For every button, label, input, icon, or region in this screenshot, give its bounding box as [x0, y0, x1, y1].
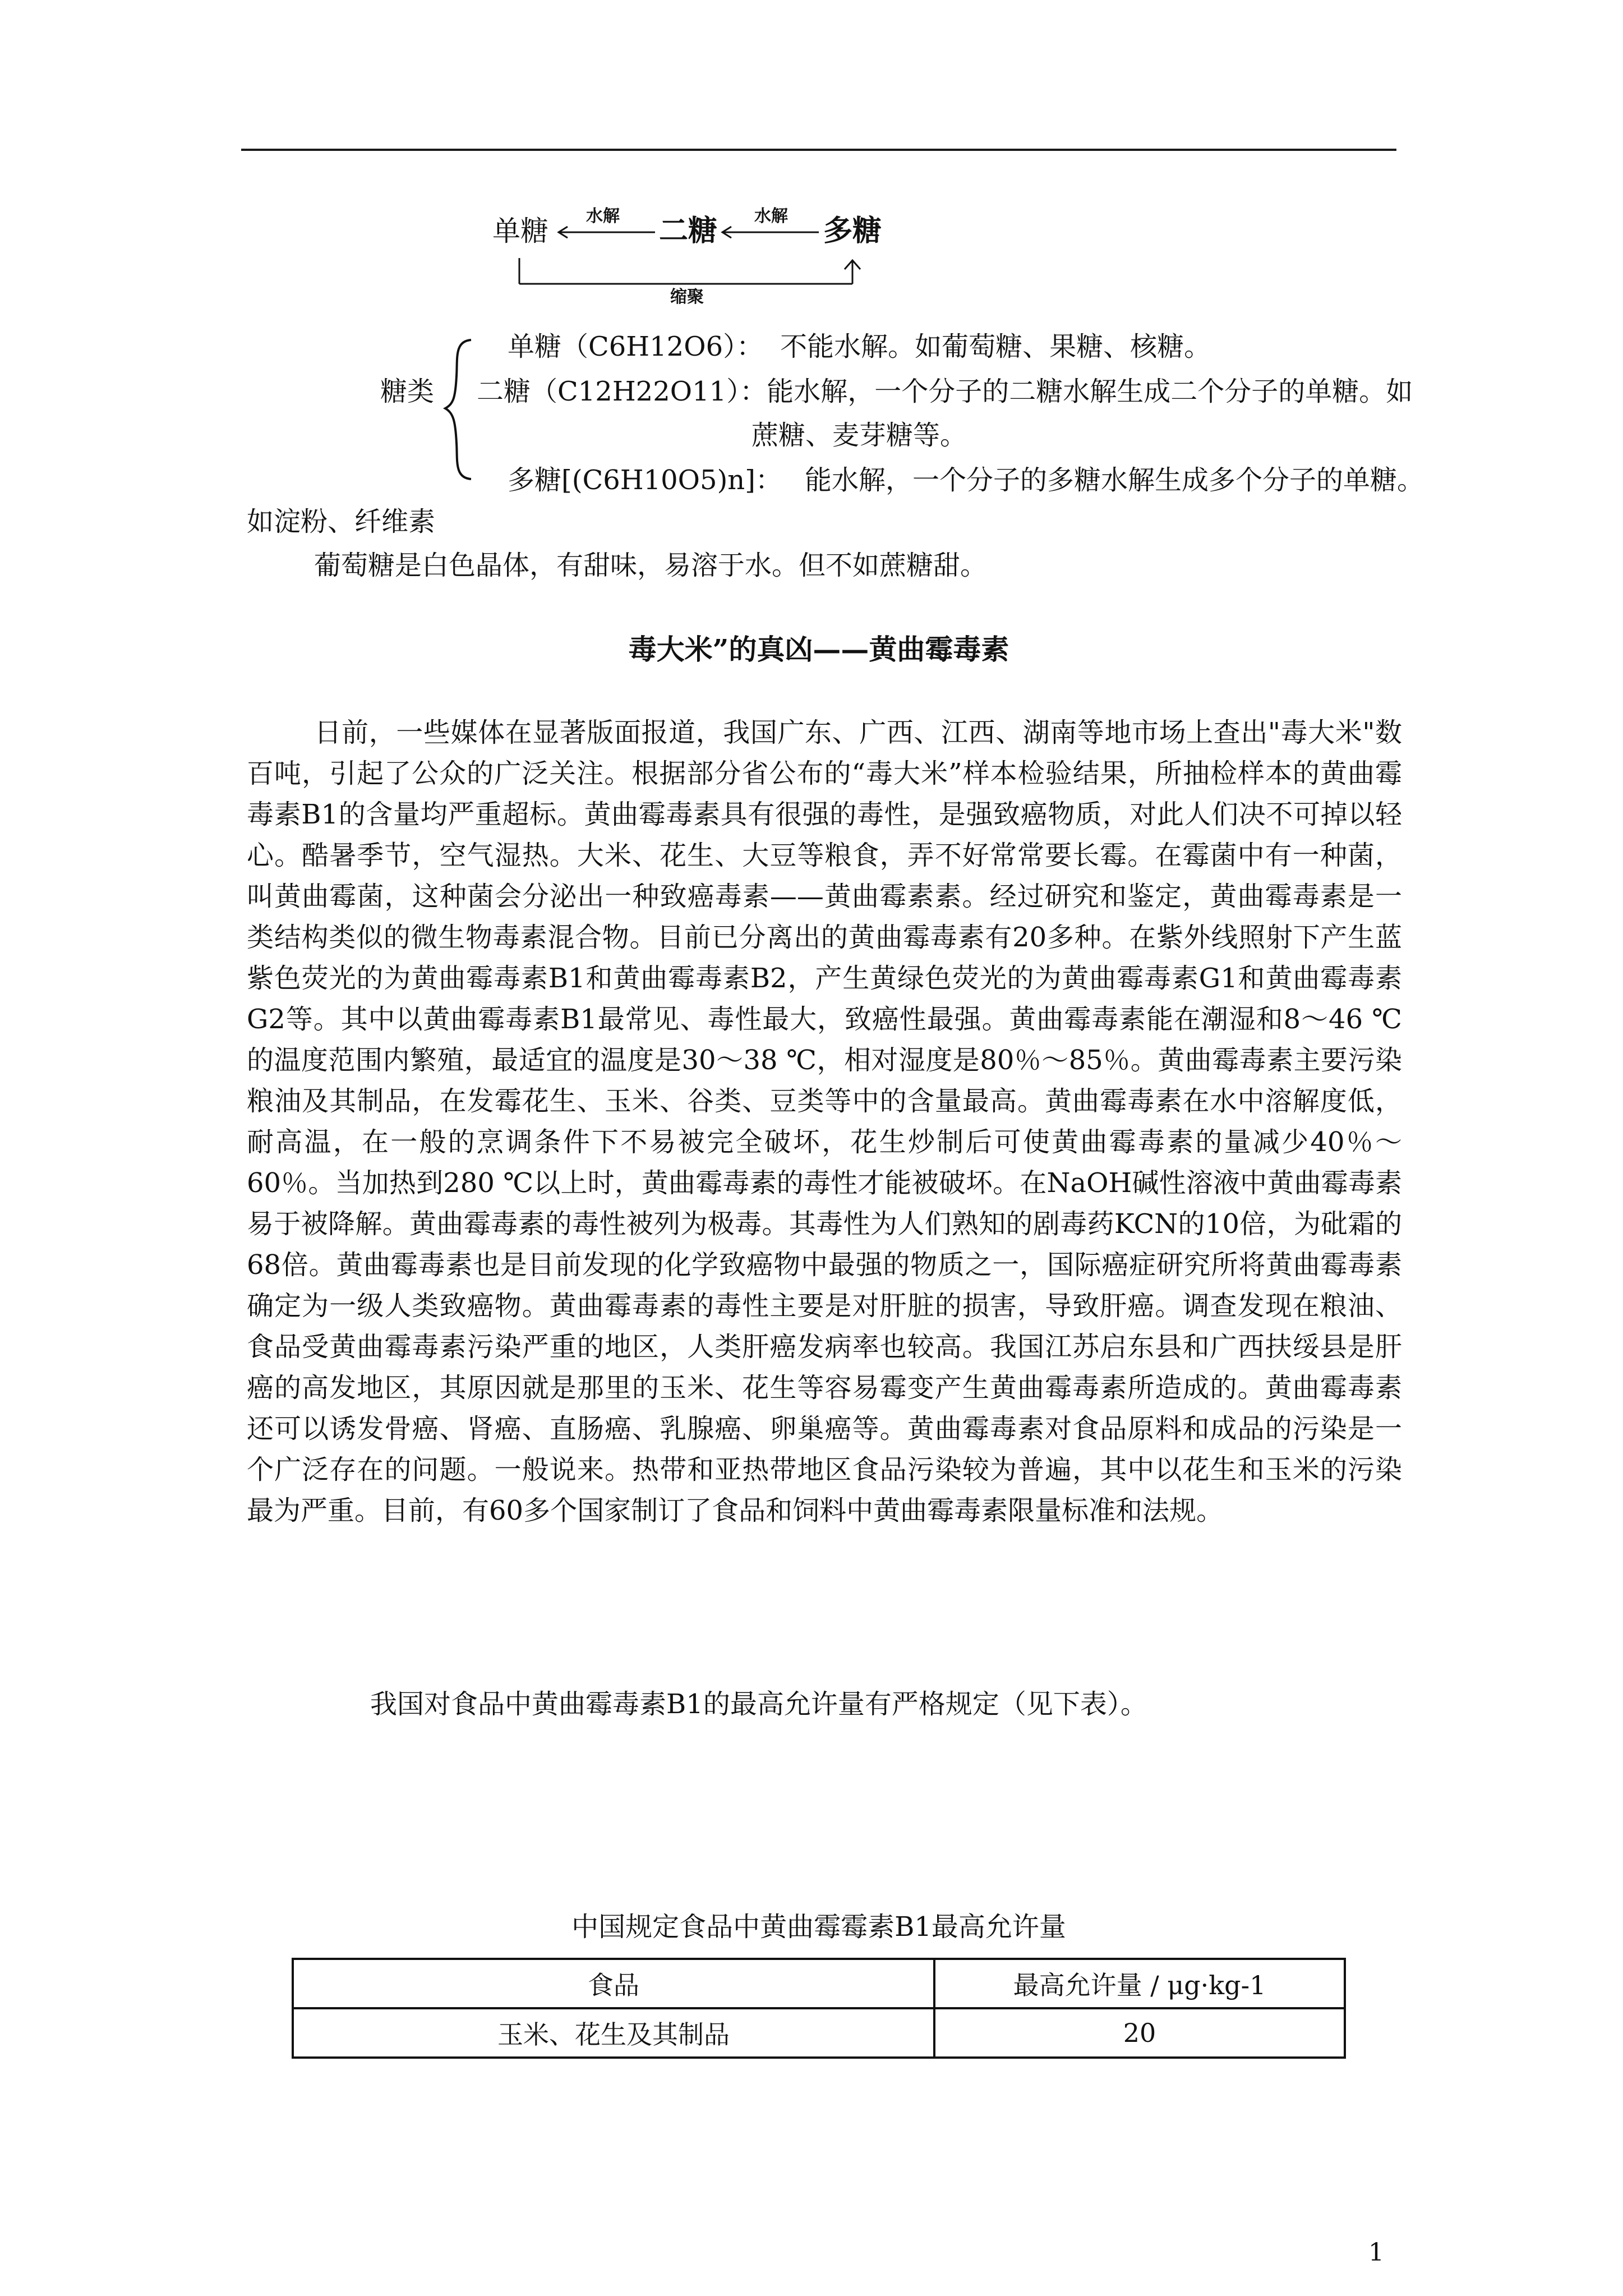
table-row [293, 2008, 1345, 2058]
mono-name: 单糖 [508, 331, 562, 362]
glucose-note: 葡萄糖是白色晶体，有甜味，易溶于水。但不如蔗糖甜。 [314, 550, 988, 581]
header-limit: 最高允许量 / μg·kg-1 [934, 1959, 1345, 2008]
classification-mono [508, 330, 1211, 364]
classification-di [477, 375, 1413, 408]
classification-poly-examples: 如淀粉、纤维素 [247, 506, 436, 537]
row-limit: 20 [934, 2008, 1345, 2058]
classification-poly [508, 463, 1424, 497]
page-number: 1 [1368, 2238, 1384, 2267]
table-header-row [293, 1959, 1345, 2008]
article-body [247, 712, 1402, 1531]
article-body-text: 日前，一些媒体在显著版面报道，我国广东、广西、江西、湖南等地市场上查出"毒大米"数百吨，引起了公众的广泛关注。根据部分省公布的“毒大米”样本检验结果，所抽检样本的黄曲霉毒素B1的含量均严重超标。黄曲霉毒素具有很强的毒性，是强致癌物质，对此人们决不可掉以轻心。酷暑季节，空气湿热。大米、花生、大豆等粮食，弄不好常常要长霉。在霉菌中有一种菌，叫黄曲霉菌，这种菌会分泌出一种致癌毒素——黄曲霉素素。经过研究和鉴定，黄曲霉毒素是一类结构类似的微生物毒素混合物。目前已分离出的黄曲霉毒素有20多种。在紫外线照射下产生蓝紫色荧光的为黄曲霉毒素B1和黄曲霉毒素B2，产生黄绿色荧光的为黄曲霉毒素G1和黄曲霉毒素G2等。其中以黄曲霉毒素B1最常见、毒性最大，致癌性最强。黄曲霉毒素能在潮湿和8～46 ℃的温度范围内繁殖，最适宜的温度是30～38 ℃，相对湿度是80％～85％。黄曲霉毒素主要污染粮油及其制品，在发霉花生、玉米、谷类、豆类等中的含量最高。黄曲霉毒素在水中溶解度低，耐高温，在一般的烹调条件下不易被完全破坏，花生炒制后可使黄曲霉毒素的量减少40％～60％。当加热到280 ℃以上时，黄曲霉毒素的毒性才能被破坏。在NaOH碱性溶液中黄曲霉毒素易于被降解。黄曲霉毒素的毒性被列为极毒。其毒性为人们熟知的剧毒药KCN的10倍，为砒霜的68倍。黄曲霉毒素也是目前发现的化学致癌物中最强的物质之一，国际癌症研究所将黄曲霉毒素确定为一级人类致癌物。黄曲霉毒素的毒性主要是对肝脏的损害，导致肝癌。调查发现在粮油、食品受黄曲霉毒素污染严重的地区，人类肝癌发病率也较高。我国江苏启东县和广西扶绥县是肝癌的高发地区，其原因就是那里的玉米、花生等容易霉变产生黄曲霉毒素所造成的。黄曲霉毒素还可以诱发骨癌、肾癌、直肠癌、乳腺癌、卵巢癌等。黄曲霉毒素对食品原料和成品的污染是一个广泛存在的问题。一般说来。热带和亚热带地区食品污染较为普遍，其中以花生和玉米的污染最为严重。目前，有60多个国家制订了食品和饲料中黄曲霉毒素限量标准和法规。 [247, 717, 1402, 1526]
classification-di-examples: 蔗糖、麦芽糖等。 [751, 420, 967, 451]
table-intro: 我国对食品中黄曲霉毒素B1的最高允许量有严格规定（见下表）。 [370, 1688, 1147, 1720]
article-title: 毒大米”的真凶——黄曲霉毒素 [628, 633, 1009, 666]
di-formula: （C12H22O11）： [531, 376, 767, 407]
classification-group-label: 糖类 [380, 376, 435, 407]
diagram-monosaccharide: 单糖 [492, 215, 548, 247]
row-food: 玉米、花生及其制品 [293, 2008, 934, 2058]
poly-name: 多糖 [508, 464, 562, 496]
mono-formula: （C6H12O6）： [561, 331, 764, 362]
limits-table [292, 1958, 1346, 2059]
diagram-polysaccharide: 多糖 [823, 214, 882, 248]
header-food: 食品 [293, 1959, 934, 2008]
diagram-hydrolysis-label-2: 水解 [754, 206, 788, 226]
header-rule [241, 149, 1396, 151]
poly-desc: 能水解，一个分子的多糖水解生成多个分子的单糖。 [804, 464, 1424, 496]
diagram-arrows [477, 213, 880, 297]
diagram-condensation-label: 缩聚 [670, 287, 704, 307]
di-desc-1: 能水解，一个分子的二糖水解生成二个分子的单糖。如 [767, 376, 1413, 407]
table-caption: 中国规定食品中黄曲霉霉素B1最高允许量 [571, 1911, 1066, 1943]
poly-formula: [(C6H10O5)n]： [561, 464, 782, 496]
diagram-disaccharide: 二糖 [659, 214, 718, 248]
classification-brace [443, 337, 477, 482]
diagram-hydrolysis-label-1: 水解 [586, 206, 620, 226]
mono-desc: 不能水解。如葡萄糖、果糖、核糖。 [780, 331, 1211, 362]
di-name: 二糖 [477, 376, 531, 407]
